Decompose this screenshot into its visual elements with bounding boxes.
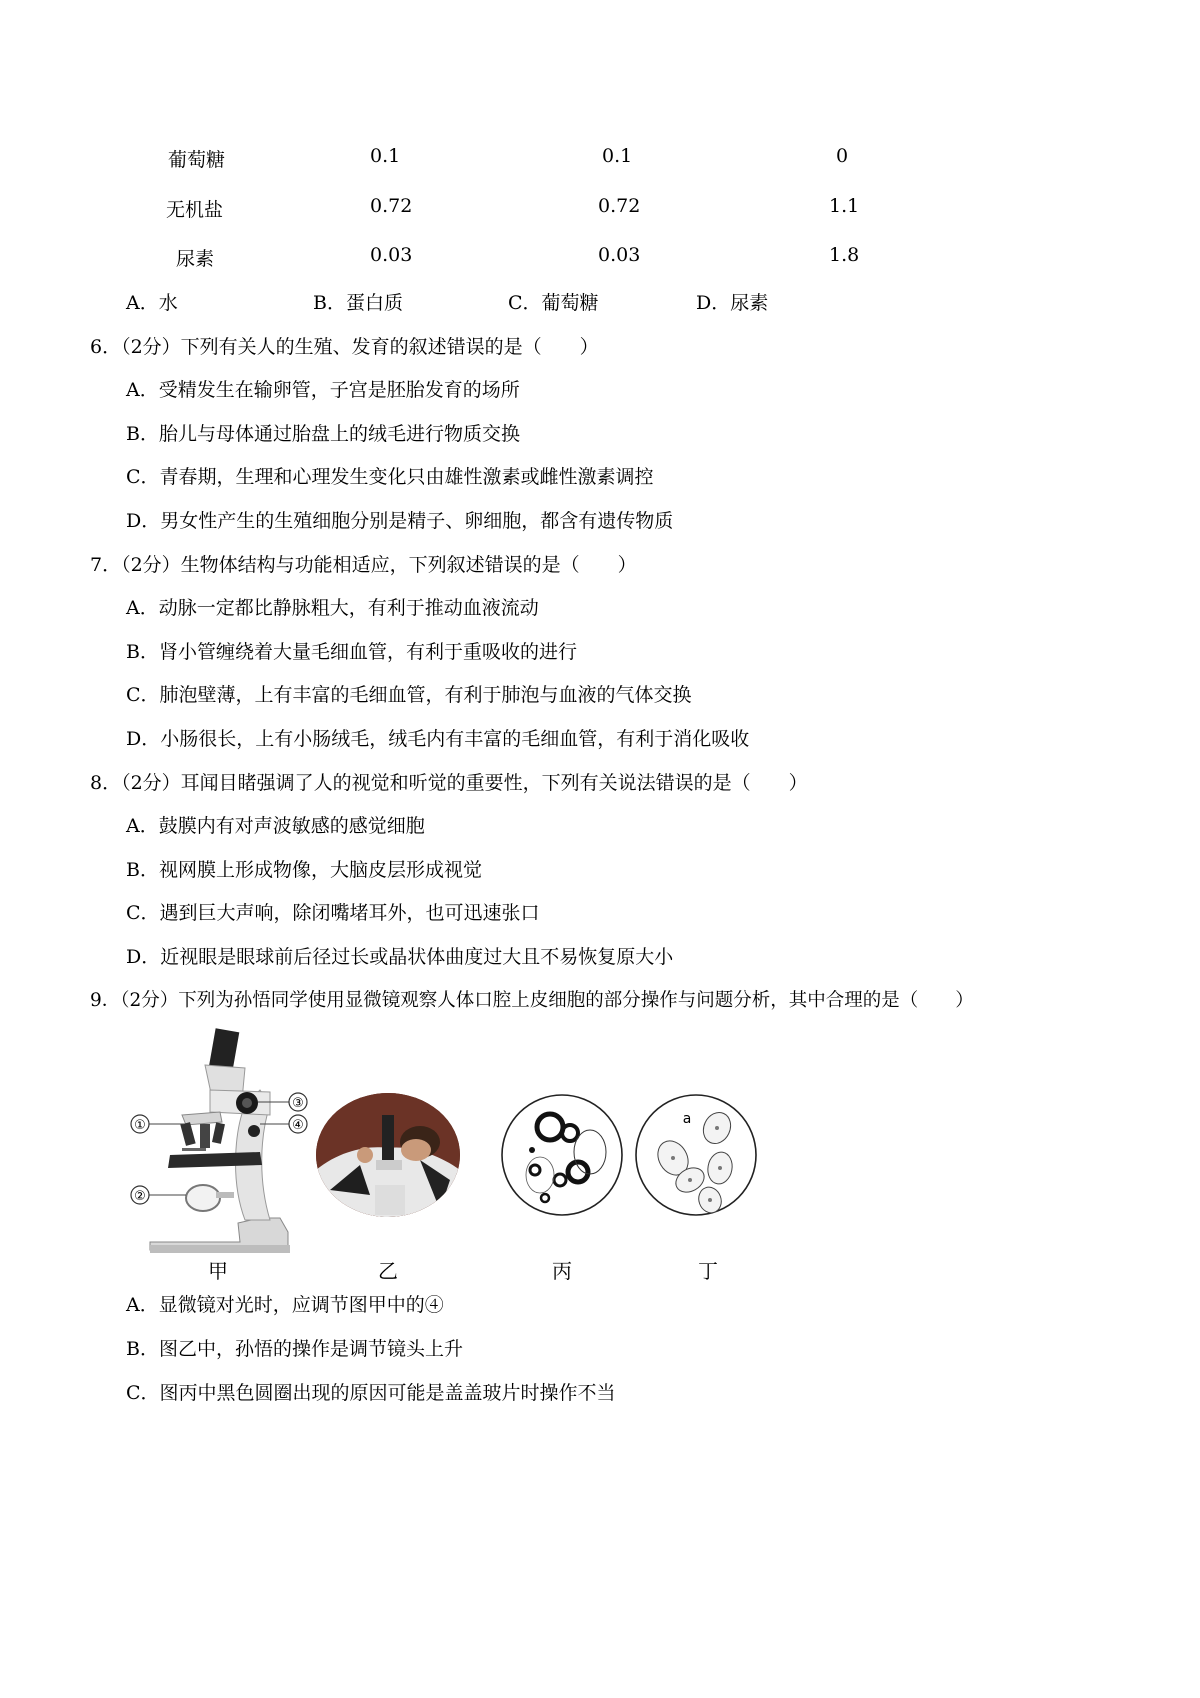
caption-bing: 丙 [552,1259,572,1283]
cell-label: a [682,1111,692,1127]
question-stem: 7．（2分）生物体结构与功能相适应，下列叙述错误的是（ ） [90,554,637,576]
bubbles-view [502,1095,622,1215]
student-photo [316,1093,460,1220]
row-value-1: 0.1 [370,145,401,167]
option-b: B．蛋白质 [313,292,403,314]
option-a: A．显微镜对光时，应调节图甲中的④ [126,1294,444,1316]
row-value-3: 1.8 [829,244,860,266]
row-value-1: 0.72 [370,195,413,217]
option-c: C．遇到巨大声响，除闭嘴堵耳外，也可迅速张口 [126,902,540,924]
question-stem: 9．（2分）下列为孙悟同学使用显微镜观察人体口腔上皮细胞的部分操作与问题分析，其中合理的是（ ） [90,990,974,1011]
option-b: B．图乙中，孙悟的操作是调节镜头上升 [126,1338,463,1360]
option-b: B．肾小管缠绕着大量毛细血管，有利于重吸收的进行 [126,641,577,663]
option-a: A．动脉一定都比静脉粗大，有利于推动血液流动 [126,597,539,619]
figure-captions [208,1259,718,1283]
option-a: A．受精发生在输卵管，子宫是胚胎发育的场所 [126,379,520,401]
question-stem: 6．（2分）下列有关人的生殖、发育的叙述错误的是（ ） [90,336,599,358]
row-value-3: 0 [836,145,849,167]
option-a: A．鼓膜内有对声波敏感的感觉细胞 [126,815,425,837]
cells-view [636,1095,756,1216]
option-c: C．葡萄糖 [508,292,599,314]
marker-3: ③ [292,1096,304,1111]
marker-2: ② [134,1189,146,1204]
caption-ding: 丁 [698,1259,718,1283]
option-d: D．小肠很长，上有小肠绒毛，绒毛内有丰富的毛细血管，有利于消化吸收 [126,728,750,750]
row-name: 无机盐 [166,199,224,221]
microscope-figure [120,1020,800,1290]
marker-4: ④ [292,1118,304,1133]
caption-jia: 甲 [208,1259,228,1283]
option-d: D．男女性产生的生殖细胞分别是精子、卵细胞，都含有遗传物质 [126,510,674,532]
row-value-2: 0.1 [602,145,633,167]
row-value-2: 0.03 [598,244,641,266]
option-c: C．肺泡壁薄，上有丰富的毛细血管，有利于肺泡与血液的气体交换 [126,684,692,706]
option-c: C．图丙中黑色圆圈出现的原因可能是盖盖玻片时操作不当 [126,1382,616,1404]
option-d: D．尿素 [696,292,769,314]
row-value-1: 0.03 [370,244,413,266]
option-d: D．近视眼是眼球前后径过长或晶状体曲度过大且不易恢复原大小 [126,946,674,968]
question-stem: 8．（2分）耳闻目睹强调了人的视觉和听觉的重要性，下列有关说法错误的是（ ） [90,772,808,794]
row-name: 葡萄糖 [168,149,226,171]
row-value-2: 0.72 [598,195,641,217]
option-b: B．视网膜上形成物像，大脑皮层形成视觉 [126,859,482,881]
microscope-illustration [150,1028,290,1253]
option-b: B．胎儿与母体通过胎盘上的绒毛进行物质交换 [126,423,520,445]
row-value-3: 1.1 [829,195,860,217]
option-a: A．水 [126,292,178,314]
row-name: 尿素 [176,248,215,270]
caption-yi: 乙 [378,1259,398,1283]
option-c: C．青春期，生理和心理发生变化只由雄性激素或雌性激素调控 [126,466,654,488]
marker-1: ① [134,1118,146,1133]
